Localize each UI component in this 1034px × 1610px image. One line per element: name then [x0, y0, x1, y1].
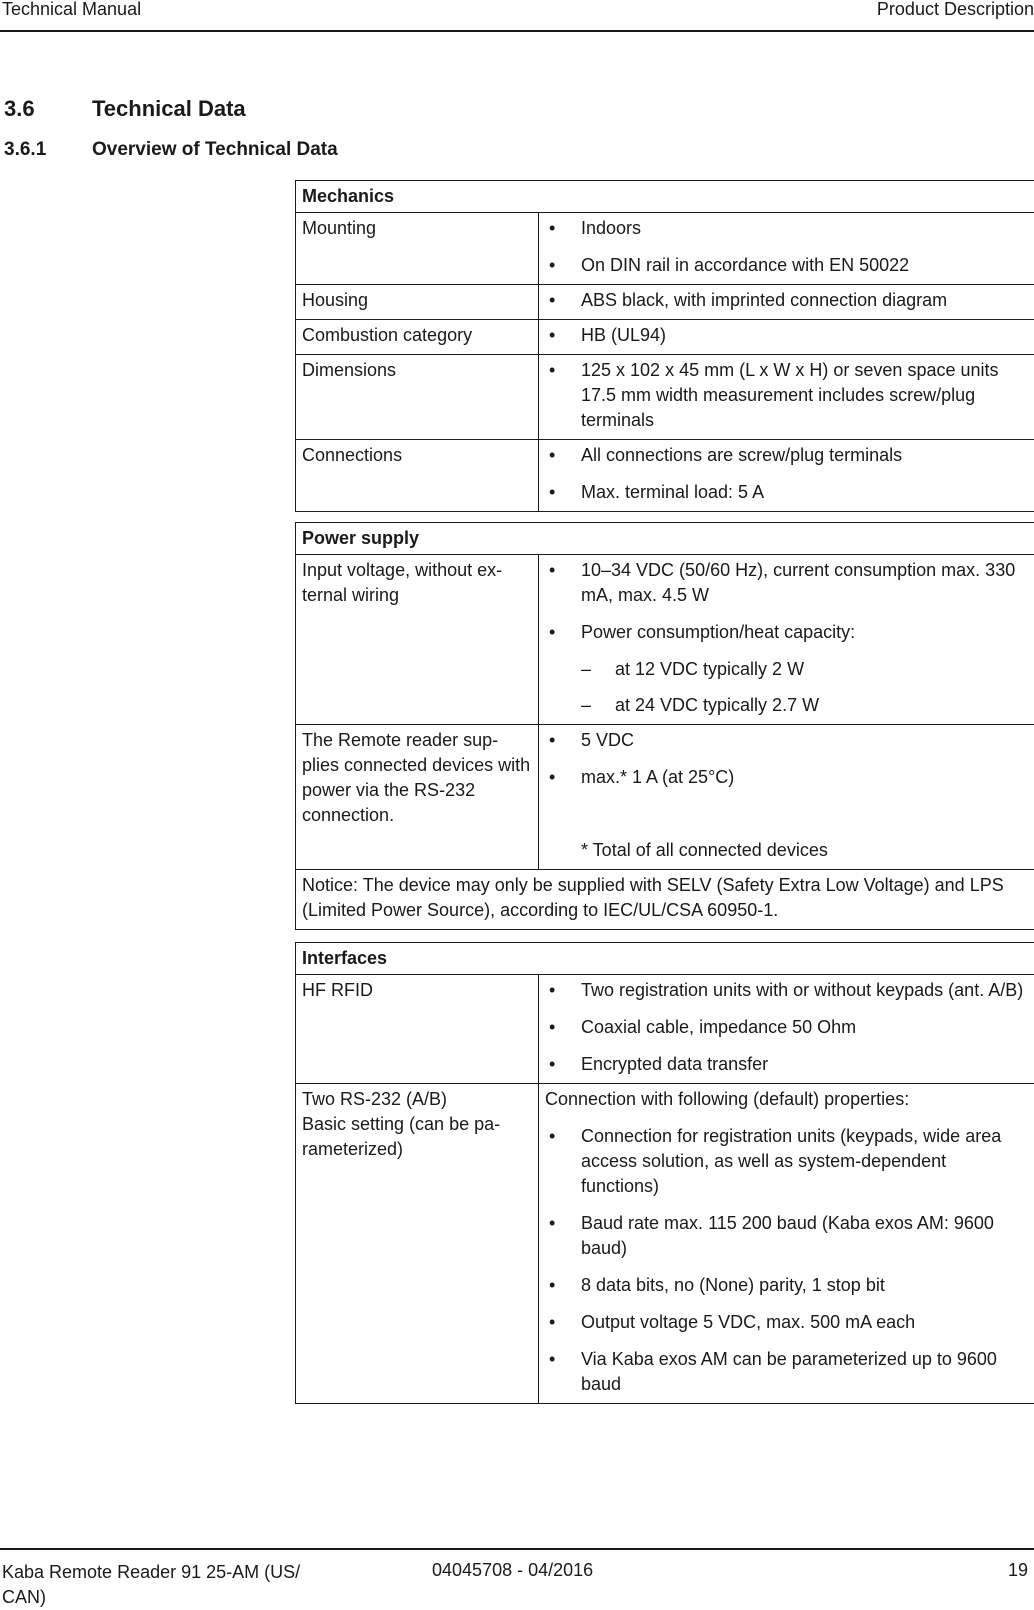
table-row — [296, 1084, 1034, 1404]
bullet-item: • 5 VDC — [545, 728, 1028, 753]
table-title: Power supply — [296, 523, 1034, 555]
section-number: 3.6 — [4, 96, 92, 122]
row-label: Combustion category — [296, 320, 539, 355]
subsection-title: Overview of Technical Data — [92, 139, 338, 160]
bullet-item: • Output voltage 5 VDC, max. 500 mA each — [545, 1310, 1028, 1335]
section-heading — [4, 96, 246, 122]
table-row — [296, 440, 1034, 512]
page-footer — [0, 1548, 1034, 1550]
row-label-line: Two RS-232 (A/B) — [302, 1087, 532, 1112]
bullet-item: • Power consumption/heat capacity: — [545, 620, 1028, 645]
row-label: Mounting — [296, 213, 539, 285]
bullet-item: • 125 x 102 x 45 mm (L x W x H) or seven space units 17.5 mm width measurement includes screw/plug terminals — [545, 358, 1028, 433]
table-title: Mechanics — [296, 181, 1034, 213]
intro-text: Connection with following (default) properties: — [545, 1087, 1028, 1112]
header-right: Product Description — [877, 0, 1034, 20]
mechanics-table — [295, 180, 1034, 512]
table-row — [296, 285, 1034, 320]
bullet-item: • Encrypted data transfer — [545, 1052, 1028, 1077]
bullet-item: • Indoors — [545, 216, 1028, 241]
bullet-item: • 8 data bits, no (None) parity, 1 stop bit — [545, 1273, 1028, 1298]
page-number: 19 — [1008, 1560, 1028, 1581]
bullet-item: • Max. terminal load: 5 A — [545, 480, 1028, 505]
row-label: Input voltage, without ex-ternal wiring — [296, 555, 539, 725]
row-label: Dimensions — [296, 355, 539, 440]
footer-product: Kaba Remote Reader 91 25-AM (US/ CAN) — [2, 1560, 322, 1610]
dash-item: – at 24 VDC typically 2.7 W — [545, 693, 1028, 718]
interfaces-table — [295, 942, 1034, 1404]
row-label: Housing — [296, 285, 539, 320]
row-label-line: Basic setting (can be pa-rameterized) — [302, 1112, 532, 1162]
header-left: Technical Manual — [2, 0, 141, 20]
table-row — [296, 555, 1034, 725]
bullet-item: • Two registration units with or without keypads (ant. A/B) — [545, 978, 1028, 1003]
row-label: HF RFID — [296, 975, 539, 1084]
table-row — [296, 213, 1034, 285]
row-label — [296, 1084, 539, 1404]
table-title: Interfaces — [296, 943, 1034, 975]
subsection-heading — [4, 139, 338, 161]
bullet-item: • Via Kaba exos AM can be parameterized up to 9600 baud — [545, 1347, 1028, 1397]
bullet-item: • On DIN rail in accordance with EN 50022 — [545, 253, 1028, 278]
bullet-item: • Baud rate max. 115 200 baud (Kaba exos AM: 9600 baud) — [545, 1211, 1028, 1261]
bullet-item: • All connections are screw/plug terminals — [545, 443, 1028, 468]
bullet-item: • Coaxial cable, impedance 50 Ohm — [545, 1015, 1028, 1040]
bullet-item: • 10–34 VDC (50/60 Hz), current consumption max. 330 mA, max. 4.5 W — [545, 558, 1028, 608]
table-row — [296, 355, 1034, 440]
table-row — [296, 320, 1034, 355]
dash-item: – at 12 VDC typically 2 W — [545, 657, 1028, 682]
power-table — [295, 522, 1034, 930]
bullet-item: • Connection for registration units (keypads, wide area access solution, as well as system-dependent functions) — [545, 1124, 1028, 1199]
row-label: Connections — [296, 440, 539, 512]
table-row — [296, 725, 1034, 870]
bullet-item: • ABS black, with imprinted connection diagram — [545, 288, 1028, 313]
subsection-number: 3.6.1 — [4, 139, 92, 161]
section-title: Technical Data — [92, 96, 246, 121]
bullet-item: • HB (UL94) — [545, 323, 1028, 348]
footer-docnum: 04045708 - 04/2016 — [432, 1560, 593, 1581]
page-header — [0, 0, 1034, 32]
row-label: The Remote reader sup-plies connected devices with power via the RS-232 connection. — [296, 725, 539, 870]
table-row — [296, 870, 1034, 930]
bullet-item: • max.* 1 A (at 25°C) — [545, 765, 1028, 790]
notice-text: Notice: The device may only be supplied with SELV (Safety Extra Low Voltage) and LPS (Limited Power Source), according to IEC/UL/CSA 60950-1. — [296, 870, 1034, 930]
footnote: * Total of all connected devices — [545, 838, 1028, 863]
table-row — [296, 975, 1034, 1084]
